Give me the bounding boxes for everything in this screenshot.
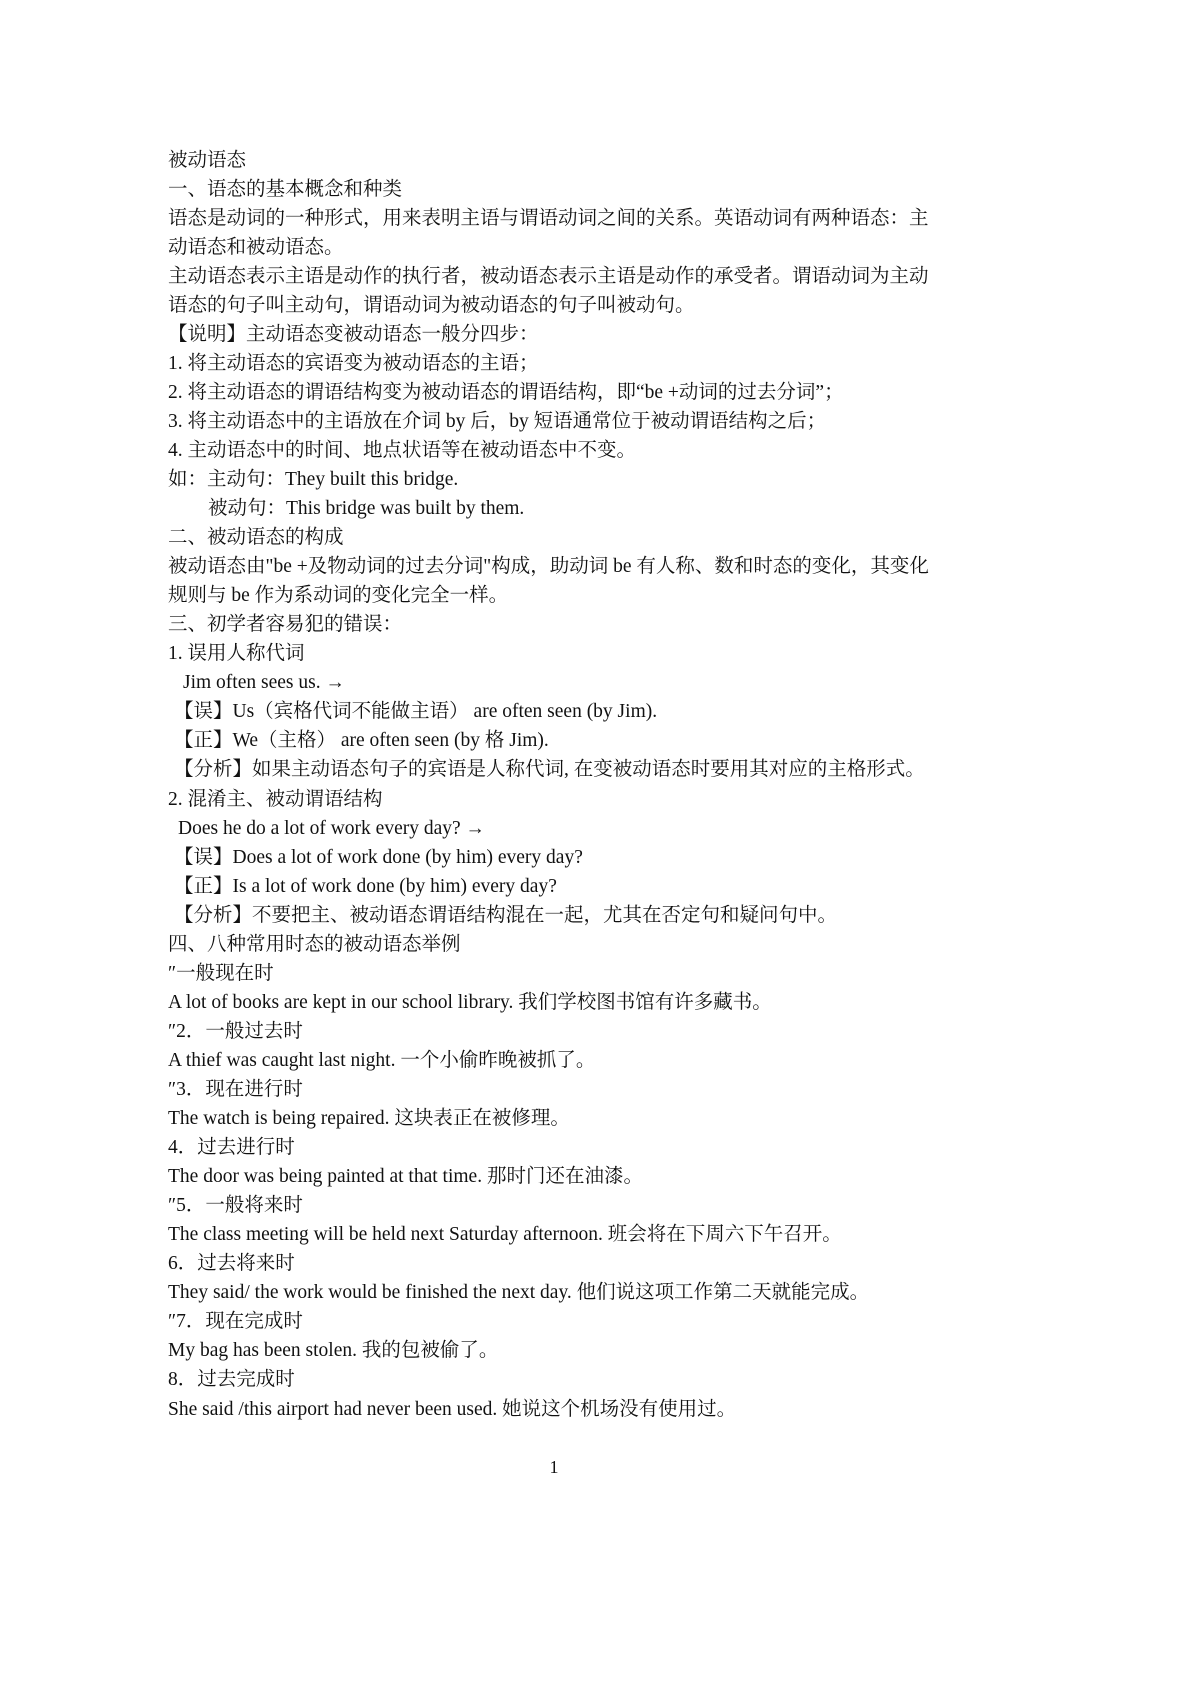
tense-example: A thief was caught last night. 一个小偷昨晚被抓了。 bbox=[168, 1049, 596, 1071]
note-heading: 【说明】主动语态变被动语态一般分四步： bbox=[168, 323, 539, 345]
tense-example: The watch is being repaired. 这块表正在被修理。 bbox=[168, 1108, 570, 1130]
example-line: Does he do a lot of work every day? → bbox=[178, 817, 486, 839]
page-number: 1 bbox=[549, 1457, 559, 1477]
paragraph-line: 规则与 be 作为系动词的变化完全一样。 bbox=[168, 585, 509, 607]
tense-heading: ″一般现在时 bbox=[168, 962, 274, 984]
tense-heading: 4．过去进行时 bbox=[168, 1137, 295, 1159]
document-title: 被动语态 bbox=[168, 149, 247, 171]
tense-example: She said /this airport had never been used. 她说这个机场没有使用过。 bbox=[168, 1398, 737, 1420]
paragraph-line: 动语态和被动语态。 bbox=[168, 236, 344, 258]
paragraph-line: 主动语态表示主语是动作的执行者，被动语态表示主语是动作的承受者。谓语动词为主动 bbox=[168, 265, 929, 287]
step-item: 3. 将主动语态中的主语放在介词 by 后，by 短语通常位于被动谓语结构之后； bbox=[168, 410, 827, 432]
step-item: 4. 主动语态中的时间、地点状语等在被动语态中不变。 bbox=[168, 439, 637, 461]
correct-example: 【正】Is a lot of work done (by him) every day? bbox=[174, 875, 557, 897]
tense-heading: ″3．现在进行时 bbox=[168, 1079, 303, 1100]
analysis-line: 【分析】如果主动语态句子的宾语是人称代词, 在变被动语态时要用其对应的主格形式。 bbox=[174, 759, 925, 781]
tense-example: A lot of books are kept in our school library. 我们学校图书馆有许多藏书。 bbox=[168, 991, 772, 1013]
tense-heading: ″2．一般过去时 bbox=[168, 1020, 303, 1042]
example-line: 被动句：This bridge was built by them. bbox=[208, 498, 525, 520]
paragraph-line: 语态的句子叫主动句，谓语动词为被动语态的句子叫被动句。 bbox=[168, 294, 695, 316]
tense-heading: 6．过去将来时 bbox=[168, 1253, 295, 1275]
document-body bbox=[168, 146, 968, 1424]
tense-example: My bag has been stolen. 我的包被偷了。 bbox=[168, 1340, 499, 1362]
step-item: 2. 将主动语态的谓语结构变为被动语态的谓语结构，即“be +动词的过去分词”； bbox=[168, 381, 844, 403]
step-item: 1. 将主动语态的宾语变为被动语态的主语； bbox=[168, 352, 539, 374]
example-line: Jim often sees us. → bbox=[183, 672, 345, 694]
section-heading: 四、八种常用时态的被动语态举例 bbox=[168, 933, 461, 955]
tense-example: The door was being painted at that time. 那时门还在油漆。 bbox=[168, 1166, 643, 1188]
tense-heading: ″5．一般将来时 bbox=[168, 1195, 303, 1217]
section-heading: 二、被动语态的构成 bbox=[168, 527, 344, 549]
tense-example: The class meeting will be held next Saturday afternoon. 班会将在下周六下午召开。 bbox=[168, 1224, 842, 1246]
tense-heading: 8．过去完成时 bbox=[168, 1369, 295, 1391]
section-heading: 三、初学者容易犯的错误： bbox=[168, 614, 403, 636]
subsection-heading: 2. 混淆主、被动谓语结构 bbox=[168, 788, 383, 810]
subsection-heading: 1. 误用人称代词 bbox=[168, 643, 305, 665]
tense-heading: ″7．现在完成时 bbox=[168, 1311, 303, 1333]
wrong-example: 【误】Does a lot of work done (by him) every day? bbox=[174, 846, 583, 868]
section-heading: 一、语态的基本概念和种类 bbox=[168, 178, 403, 200]
analysis-line: 【分析】不要把主、被动语态谓语结构混在一起，尤其在否定句和疑问句中。 bbox=[174, 904, 838, 926]
correct-example: 【正】We（主格） are often seen (by 格 Jim). bbox=[174, 730, 549, 752]
example-line: 如：主动句：They built this bridge. bbox=[168, 469, 459, 491]
wrong-example: 【误】Us（宾格代词不能做主语） are often seen (by Jim). bbox=[174, 701, 658, 723]
tense-example: They said/ the work would be finished the next day. 他们说这项工作第二天就能完成。 bbox=[168, 1282, 870, 1304]
paragraph-line: 语态是动词的一种形式，用来表明主语与谓语动词之间的关系。英语动词有两种语态：主 bbox=[168, 207, 929, 229]
paragraph-line: 被动语态由"be +及物动词的过去分词"构成，助动词 be 有人称、数和时态的变化，其变化 bbox=[168, 556, 929, 578]
